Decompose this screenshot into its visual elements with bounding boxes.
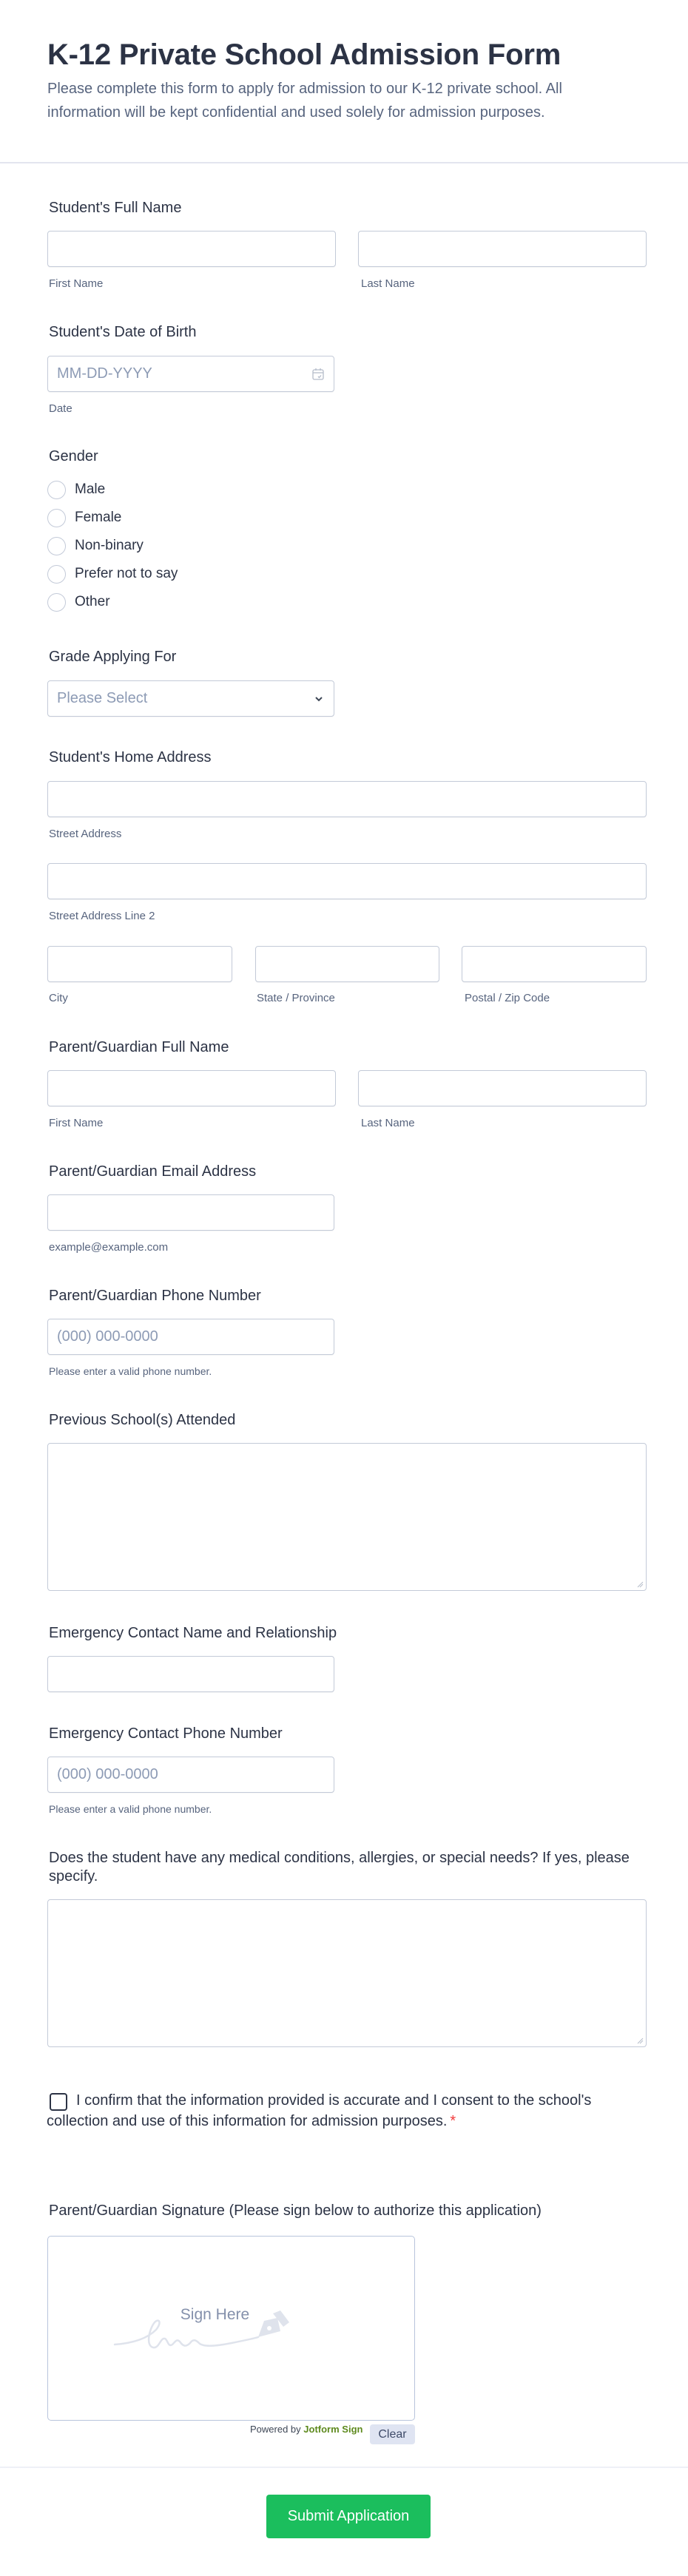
parent-email-input[interactable] bbox=[47, 1194, 334, 1231]
signature-label: Parent/Guardian Signature (Please sign below to authorize this application) bbox=[49, 2203, 542, 2219]
street-address-sublabel: Street Address bbox=[49, 828, 122, 840]
grade-placeholder: Please Select bbox=[57, 690, 148, 706]
jotform-sign-brand[interactable]: Jotform Sign bbox=[303, 2424, 363, 2435]
previous-school-label: Previous School(s) Attended bbox=[49, 1412, 236, 1428]
form-header bbox=[0, 0, 688, 163]
parent-phone-placeholder: (000) 000-0000 bbox=[57, 1328, 158, 1345]
radio-label: Other bbox=[75, 594, 110, 609]
parent-first-name-input[interactable] bbox=[47, 1070, 336, 1106]
street-address-line2-sublabel: Street Address Line 2 bbox=[49, 910, 155, 922]
emergency-name-label: Emergency Contact Name and Relationship bbox=[49, 1625, 337, 1641]
parent-first-name-sublabel: First Name bbox=[49, 1117, 104, 1129]
required-asterisk: * bbox=[450, 2113, 456, 2129]
form-title: K-12 Private School Admission Form bbox=[47, 38, 561, 71]
footer-divider bbox=[0, 2467, 688, 2468]
signature-pen-icon bbox=[113, 2310, 306, 2359]
radio-button[interactable] bbox=[47, 537, 66, 555]
parent-phone-sublabel: Please enter a valid phone number. bbox=[49, 1365, 212, 1377]
student-last-name-sublabel: Last Name bbox=[361, 277, 415, 290]
state-sublabel: State / Province bbox=[257, 992, 335, 1004]
grade-label: Grade Applying For bbox=[49, 649, 177, 665]
student-name-label: Student's Full Name bbox=[49, 200, 182, 216]
emergency-phone-placeholder: (000) 000-0000 bbox=[57, 1766, 158, 1782]
parent-last-name-sublabel: Last Name bbox=[361, 1117, 415, 1129]
city-input[interactable] bbox=[47, 946, 232, 982]
medical-textarea[interactable] bbox=[47, 1899, 647, 2047]
emergency-name-input[interactable] bbox=[47, 1656, 334, 1692]
parent-phone-input[interactable] bbox=[47, 1319, 334, 1355]
medical-label: Does the student have any medical conditions, allergies, or special needs? If yes, please specify. bbox=[49, 1850, 630, 1884]
radio-label: Non-binary bbox=[75, 538, 144, 553]
emergency-phone-label: Emergency Contact Phone Number bbox=[49, 1725, 283, 1742]
dob-placeholder: MM-DD-YYYY bbox=[57, 365, 152, 382]
radio-button[interactable] bbox=[47, 481, 66, 499]
street-address-line2-input[interactable] bbox=[47, 863, 647, 899]
radio-button[interactable] bbox=[47, 593, 66, 612]
consent-label: I confirm that the information provided is accurate and I consent to the school's collection and use of this information for admission purposes. bbox=[47, 2092, 592, 2129]
parent-name-label: Parent/Guardian Full Name bbox=[49, 1039, 229, 1055]
submit-button[interactable]: Submit Application bbox=[266, 2495, 431, 2538]
consent-text bbox=[47, 2090, 624, 2132]
emergency-phone-input[interactable] bbox=[47, 1757, 334, 1793]
powered-by-prefix: Powered by bbox=[250, 2424, 301, 2435]
signature-pad[interactable] bbox=[47, 2236, 415, 2421]
dob-sublabel: Date bbox=[49, 402, 72, 415]
address-label: Student's Home Address bbox=[49, 749, 212, 765]
radio-label: Female bbox=[75, 510, 122, 525]
parent-email-sublabel: example@example.com bbox=[49, 1241, 169, 1254]
radio-label: Prefer not to say bbox=[75, 566, 178, 581]
calendar-icon[interactable] bbox=[311, 368, 325, 381]
parent-last-name-input[interactable] bbox=[358, 1070, 647, 1106]
zip-sublabel: Postal / Zip Code bbox=[465, 992, 550, 1004]
resize-handle-icon[interactable] bbox=[636, 1581, 644, 1588]
previous-school-textarea[interactable] bbox=[47, 1443, 647, 1591]
street-address-input[interactable] bbox=[47, 781, 647, 817]
radio-label: Male bbox=[75, 481, 106, 497]
dob-input[interactable] bbox=[47, 356, 334, 392]
resize-handle-icon[interactable] bbox=[636, 2037, 644, 2044]
radio-button[interactable] bbox=[47, 565, 66, 584]
sign-here-placeholder: Sign Here bbox=[180, 2306, 250, 2323]
powered-by-jotform-sign[interactable] bbox=[250, 2424, 362, 2435]
parent-phone-label: Parent/Guardian Phone Number bbox=[49, 1288, 261, 1304]
student-first-name-input[interactable] bbox=[47, 231, 336, 267]
city-sublabel: City bbox=[49, 992, 68, 1004]
state-input[interactable] bbox=[255, 946, 439, 982]
parent-email-label: Parent/Guardian Email Address bbox=[49, 1163, 257, 1180]
grade-select[interactable] bbox=[47, 680, 334, 717]
emergency-phone-sublabel: Please enter a valid phone number. bbox=[49, 1803, 212, 1815]
clear-signature-button[interactable]: Clear bbox=[370, 2424, 415, 2444]
gender-label: Gender bbox=[49, 448, 98, 464]
zip-input[interactable] bbox=[462, 946, 647, 982]
chevron-down-icon bbox=[313, 693, 325, 705]
radio-button[interactable] bbox=[47, 509, 66, 527]
form-description: Please complete this form to apply for admission to our K-12 private school. All information will be kept confidential and used solely for admission purposes. bbox=[47, 81, 562, 121]
dob-label: Student's Date of Birth bbox=[49, 324, 197, 340]
student-last-name-input[interactable] bbox=[358, 231, 647, 267]
student-first-name-sublabel: First Name bbox=[49, 277, 104, 290]
